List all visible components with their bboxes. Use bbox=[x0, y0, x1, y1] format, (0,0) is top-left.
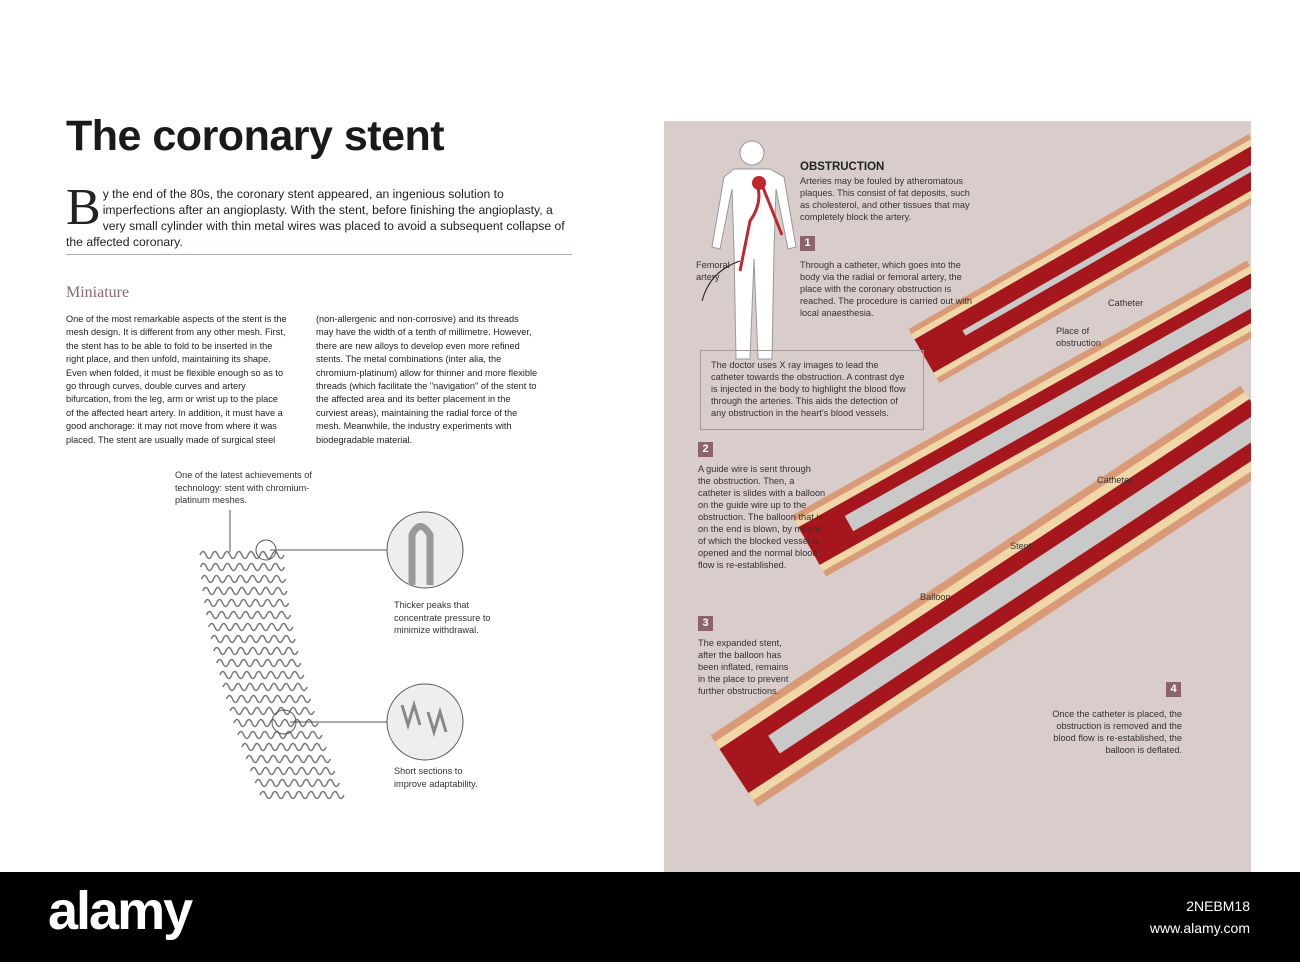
obstruction-title: OBSTRUCTION bbox=[800, 161, 885, 173]
body-column-2: (non-allergenic and non-corrosive) and its threads may have the width of a tenth of millimetre. However, there are new alloys to develop even more refined stents. The metal combinations (inter alia, the chromium-platinum) allow for thinner and more flexible threads (which facilitate the "navigation" of the stent to the affected area and its better placement in the curviest areas), maintaining the radial force of the mesh. Meanwhile, the industry experiments with biodegradable material. bbox=[316, 314, 538, 445]
xray-note: The doctor uses X ray images to lead the catheter towards the obstruction. A contrast dye is injected in the body to highlight the blood flow through the arteries. This aids the detection of any obstruction in the heart's blood vessels. bbox=[700, 350, 924, 430]
stent-ring bbox=[217, 660, 301, 667]
stent-ring bbox=[251, 768, 335, 775]
stent-ring bbox=[200, 564, 284, 571]
stent-ring bbox=[207, 612, 291, 619]
image-code: 2NEBM18 bbox=[1186, 898, 1250, 914]
step-2-badge: 2 bbox=[698, 442, 713, 457]
femoral-artery-label: Femoral artery bbox=[696, 260, 730, 282]
stent-ring bbox=[220, 672, 304, 679]
step-1-text: Through a catheter, which goes into the body via the radial or femoral artery, the place with the coronary obstruction is reached. The procedure is carried out with local anaesthesia. bbox=[800, 260, 972, 318]
step-4-text: Once the catheter is placed, the obstruction is removed and the blood flow is re-established, the balloon is deflated. bbox=[1052, 709, 1182, 755]
footer-bar bbox=[0, 872, 1300, 962]
stent-ring bbox=[246, 756, 330, 763]
obstruction-text: Arteries may be fouled by atheromatous plaques. This consist of fat deposits, such as cholesterol, and other tissues that may completely block the artery. bbox=[800, 176, 970, 222]
step-4-badge: 4 bbox=[1166, 682, 1181, 697]
section-heading: Miniature bbox=[66, 284, 130, 301]
sections-caption: Short sections to improve adaptability. bbox=[394, 766, 478, 789]
step-1-badge: 1 bbox=[800, 236, 815, 251]
stent-ring bbox=[230, 708, 314, 715]
stent-ring bbox=[223, 684, 307, 691]
footer-url: www.alamy.com bbox=[1149, 920, 1250, 936]
stent-ring bbox=[209, 624, 293, 631]
step-3-badge: 3 bbox=[698, 616, 713, 631]
catheter-label-1: Catheter bbox=[1108, 298, 1144, 308]
stent-ring bbox=[205, 600, 289, 607]
stent-caption: One of the latest achievements of technology: stent with chromium-platinum meshes. bbox=[175, 470, 312, 505]
stent-ring bbox=[234, 720, 318, 727]
peaks-detail-circle bbox=[387, 512, 463, 588]
peaks-caption: Thicker peaks that concentrate pressure to minimize withdrawal. bbox=[394, 600, 491, 635]
stent-ring bbox=[260, 792, 344, 799]
drop-cap: B bbox=[66, 179, 101, 236]
stent-ring bbox=[242, 744, 326, 751]
stent-ring bbox=[238, 732, 322, 739]
stent-ring bbox=[200, 552, 284, 559]
body-column-1: One of the most remarkable aspects of the stent is the mesh design. It is different from any other mesh. First, the stent has to be able to fold to be inserted in the right place, and then unfold, maintaining its shape. Even when folded, it must be flexible enough so as to go through curves, double curves and artery bifurcation, from the leg, arm or wrist up to the place of the affected heart artery. In addition, it must have a good anchorage: it may not move from where it was placed. The stent are usually made of surgical steel bbox=[66, 314, 287, 445]
place-of-obstruction-label: Place of obstruction bbox=[1056, 326, 1101, 348]
divider bbox=[66, 254, 572, 255]
stent-ring bbox=[226, 696, 310, 703]
stent-ring bbox=[214, 648, 298, 655]
step-3-text: The expanded stent, after the balloon has been inflated, remains in the place to prevent further obstructions. bbox=[698, 638, 789, 696]
intro-text: y the end of the 80s, the coronary stent appeared, an ingenious solution to imperfections after an angioplasty. With the stent, before finishing the angioplasty, a very small cylinder with thin metal wires was placed to avoid a subsequent collapse of the affected coronary. bbox=[66, 187, 565, 249]
stent-label: Stent bbox=[1010, 541, 1032, 551]
page-title: The coronary stent bbox=[66, 112, 445, 160]
stent-ring bbox=[202, 576, 286, 583]
intro-paragraph bbox=[66, 179, 576, 250]
human-body-icon bbox=[712, 141, 796, 359]
stent-ring bbox=[255, 780, 339, 787]
stent-ring bbox=[211, 636, 295, 643]
sections-detail-circle bbox=[387, 684, 463, 760]
catheter-label-2: Catheter bbox=[1097, 475, 1133, 485]
stent-ring bbox=[203, 588, 287, 595]
stent-illustration bbox=[180, 500, 480, 810]
step-2-text: A guide wire is sent through the obstruction. Then, a catheter is slides with a balloon on the guide wire up to the obstruction. The balloon that is on the end is blown, by means of which the blocked vessel is opened and the normal blood flow is re-established. bbox=[698, 464, 826, 570]
balloon-label: Balloon bbox=[920, 592, 951, 602]
alamy-logo: alamy bbox=[48, 881, 192, 941]
